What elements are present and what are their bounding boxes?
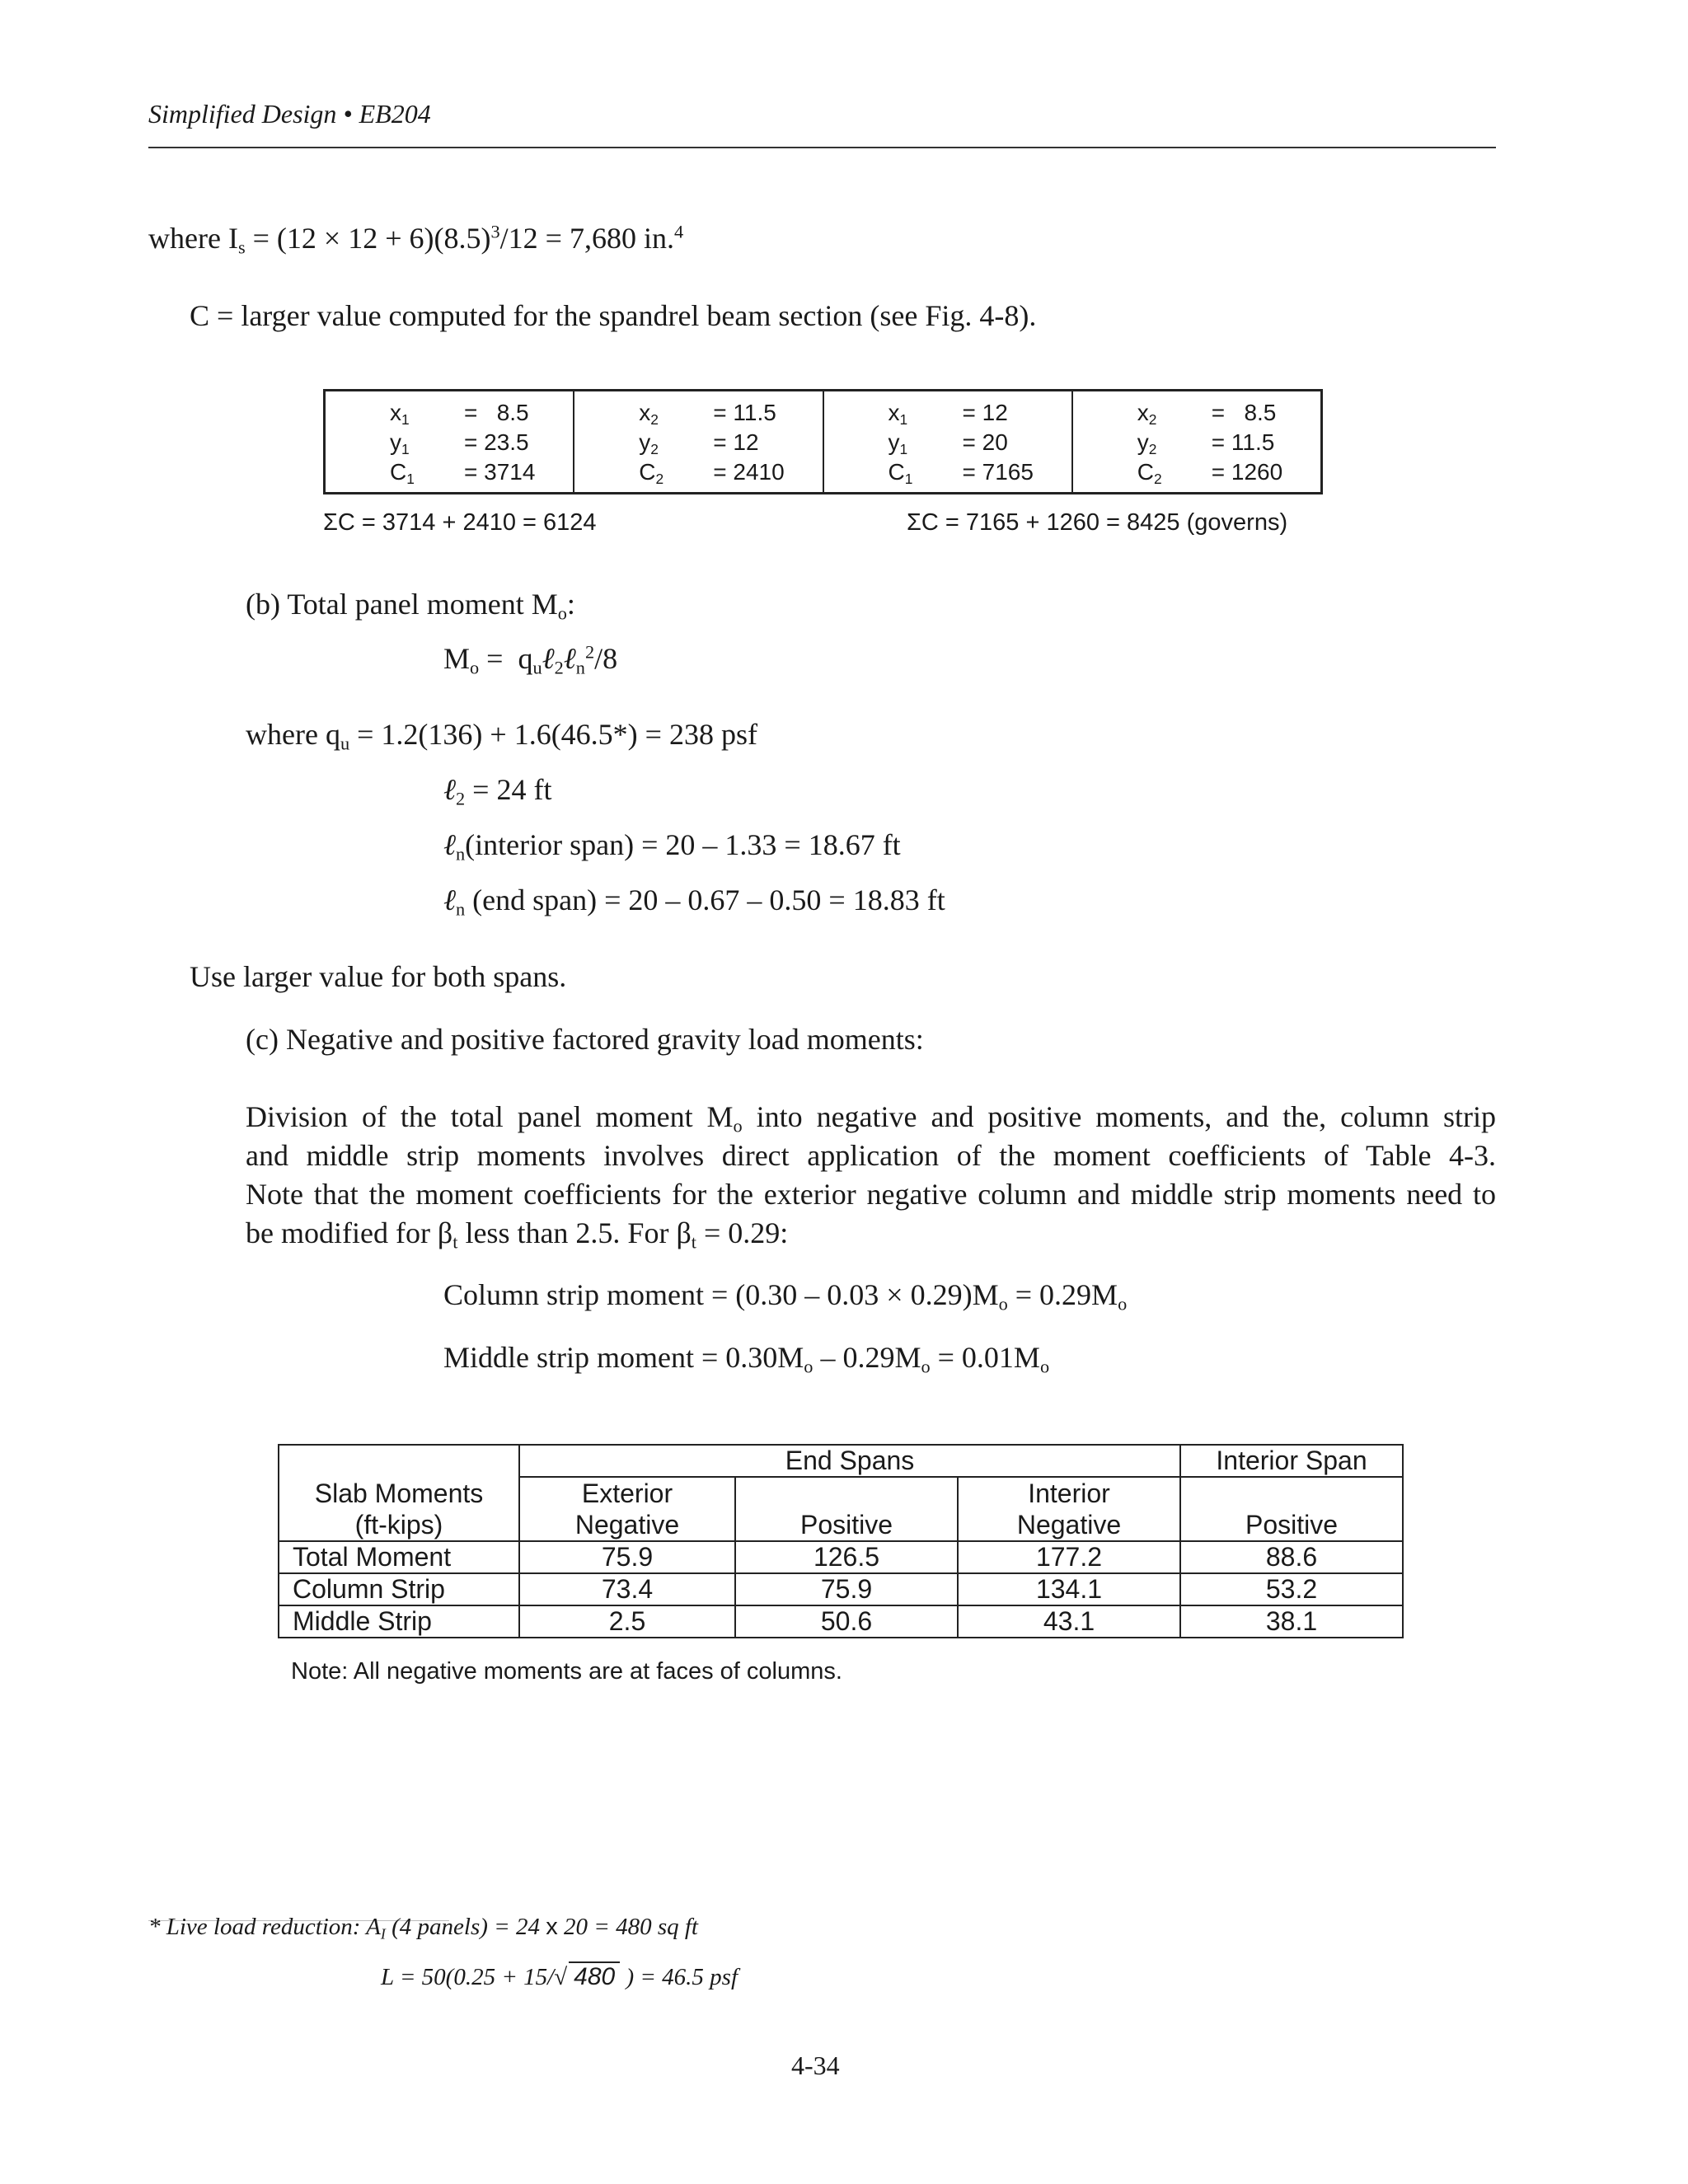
c-row: $x_2$ = 8.5 [1137,400,1277,429]
table-cell: 75.9 [519,1541,735,1573]
col-header-exterior-negative: Exterior Negative [519,1477,735,1541]
row-label: Middle Strip [279,1605,519,1638]
sqrt-sign: √ [554,1964,568,1990]
c-table-cell [326,391,574,492]
table-cell: 43.1 [958,1605,1180,1638]
table-cell: 50.6 [735,1605,958,1638]
table-cell: 126.5 [735,1541,958,1573]
table-corner-cell [279,1445,519,1477]
section-b-heading: (b) Total panel moment $M_o$: [246,588,575,624]
c-table [323,389,1323,494]
is-exp: 3 [490,221,500,242]
column-strip-formula: Column strip moment = $(0.30 - 0.03 \times 0.29)M_o = 0.29M_o$ [443,1278,1128,1315]
c-row: $y_2$ = 11.5 [1137,429,1275,458]
ln-end-line: ℓ$_n$ (end span) = 20 – 0.67 – 0.50 = 18.83 ft [443,883,945,920]
running-header: Simplified Design • EB204 [148,99,431,129]
table-cell: 2.5 [519,1605,735,1638]
footnote-line-1: * Live load reduction: $A_I$ (4 panels) = 24 x 20 = 480 sq ft [148,1914,698,1943]
col-header-interior-negative: Interior Negative [958,1477,1180,1541]
mo-formula: $M_o$ = $q_u\ell_2\ell_n^2/8$ [443,641,618,678]
sqrt-radicand: 480 [569,1961,620,1991]
table-cell: 177.2 [958,1541,1180,1573]
c-row: $x_1$ = 8.5 [390,400,529,429]
c-row: $y_1$ = 23.5 [390,429,529,458]
sum-left: ΣC = 3714 + 2410 = 6124 [323,509,597,536]
group-header-end-spans: End Spans [519,1445,1180,1477]
table-group-header-row [279,1445,1403,1477]
c-row: $y_2$ = 12 [639,429,759,458]
qu-line: where $q_u = 1.2(136) + 1.6(46.5*) = 238$ psf [246,718,757,754]
c-row: $C_1$ = 3714 [390,459,536,488]
c-table-cell [824,391,1073,492]
c-row: $C_2$ = 1260 [1137,459,1283,488]
table-cell: 134.1 [958,1573,1180,1605]
table-cell: 88.6 [1180,1541,1403,1573]
is-unit-exp: 4 [673,221,684,242]
table-cell: 38.1 [1180,1605,1403,1638]
para-line-2: and middle strip moments involves direct application of the moment coefficients of Table 4-3. [246,1139,1496,1172]
para-line-3: Note that the moment coefficients for the exterior negative column and middle strip moments need to [246,1178,1496,1211]
table-row [279,1605,1403,1638]
table-cell: 53.2 [1180,1573,1403,1605]
ln-interior-line: ℓ$_n$(interior span) = 20 – 1.33 = 18.67 ft [443,828,901,865]
table-column-header-row [279,1477,1403,1541]
table-row [279,1573,1403,1605]
c-row: $x_2$ = 11.5 [639,400,776,429]
section-c-heading: (c) Negative and positive factored gravity load moments: [246,1023,924,1056]
use-larger-note: Use larger value for both spans. [190,960,567,993]
table-cell: 75.9 [735,1573,958,1605]
c-row: $y_1$ = 20 [888,429,1008,458]
is-expr-b: /12 = 7,680 in. [499,222,674,255]
table-row [279,1541,1403,1573]
row-label: Column Strip [279,1573,519,1605]
table-note: Note: All negative moments are at faces of columns. [291,1658,842,1685]
sum-right: ΣC = 7165 + 1260 = 8425 (governs) [907,509,1288,536]
l2-line: ℓ$_2$ = 24 ft [443,773,552,809]
col-header-interior-positive: Positive [1180,1477,1403,1541]
table-cell: 73.4 [519,1573,735,1605]
row-label: Total Moment [279,1541,519,1573]
c-table-cell [1073,391,1320,492]
is-prefix: where I [148,222,238,255]
is-expr-a: = (12 × 12 + 6)(8.5) [245,222,491,255]
middle-strip-formula: Middle strip moment = $0.30M_o - 0.29M_o = 0.01M_o$ [443,1341,1050,1377]
row-header-label: Slab Moments (ft-kips) [279,1477,519,1541]
c-definition: C = larger value computed for the spandrel beam section (see Fig. 4-8). [190,299,1037,332]
c-table-cell [574,391,823,492]
is-sub: s [237,237,246,258]
page-number: 4-34 [791,2050,840,2080]
c-row: $C_1$ = 7165 [888,459,1034,488]
c-row: $C_2$ = 2410 [639,459,785,488]
col-header-positive: Positive [735,1477,958,1541]
header-rule [148,147,1496,148]
footnote-line-2: L = 50(0.25 + 15/√ 480 ) = 46.5 psf [381,1963,738,1990]
para-line-1: Division of the total panel moment $M_o$ into negative and positive moments, and the, column strip [246,1100,1496,1137]
is-formula [148,221,684,258]
para-line-4: be modified for $\beta_t$ less than 2.5. For $\beta_t = 0.29$: [246,1216,789,1253]
group-header-interior-span: Interior Span [1180,1445,1403,1477]
slab-moments-table [278,1444,1404,1638]
c-row: $x_1$ = 12 [888,400,1008,429]
